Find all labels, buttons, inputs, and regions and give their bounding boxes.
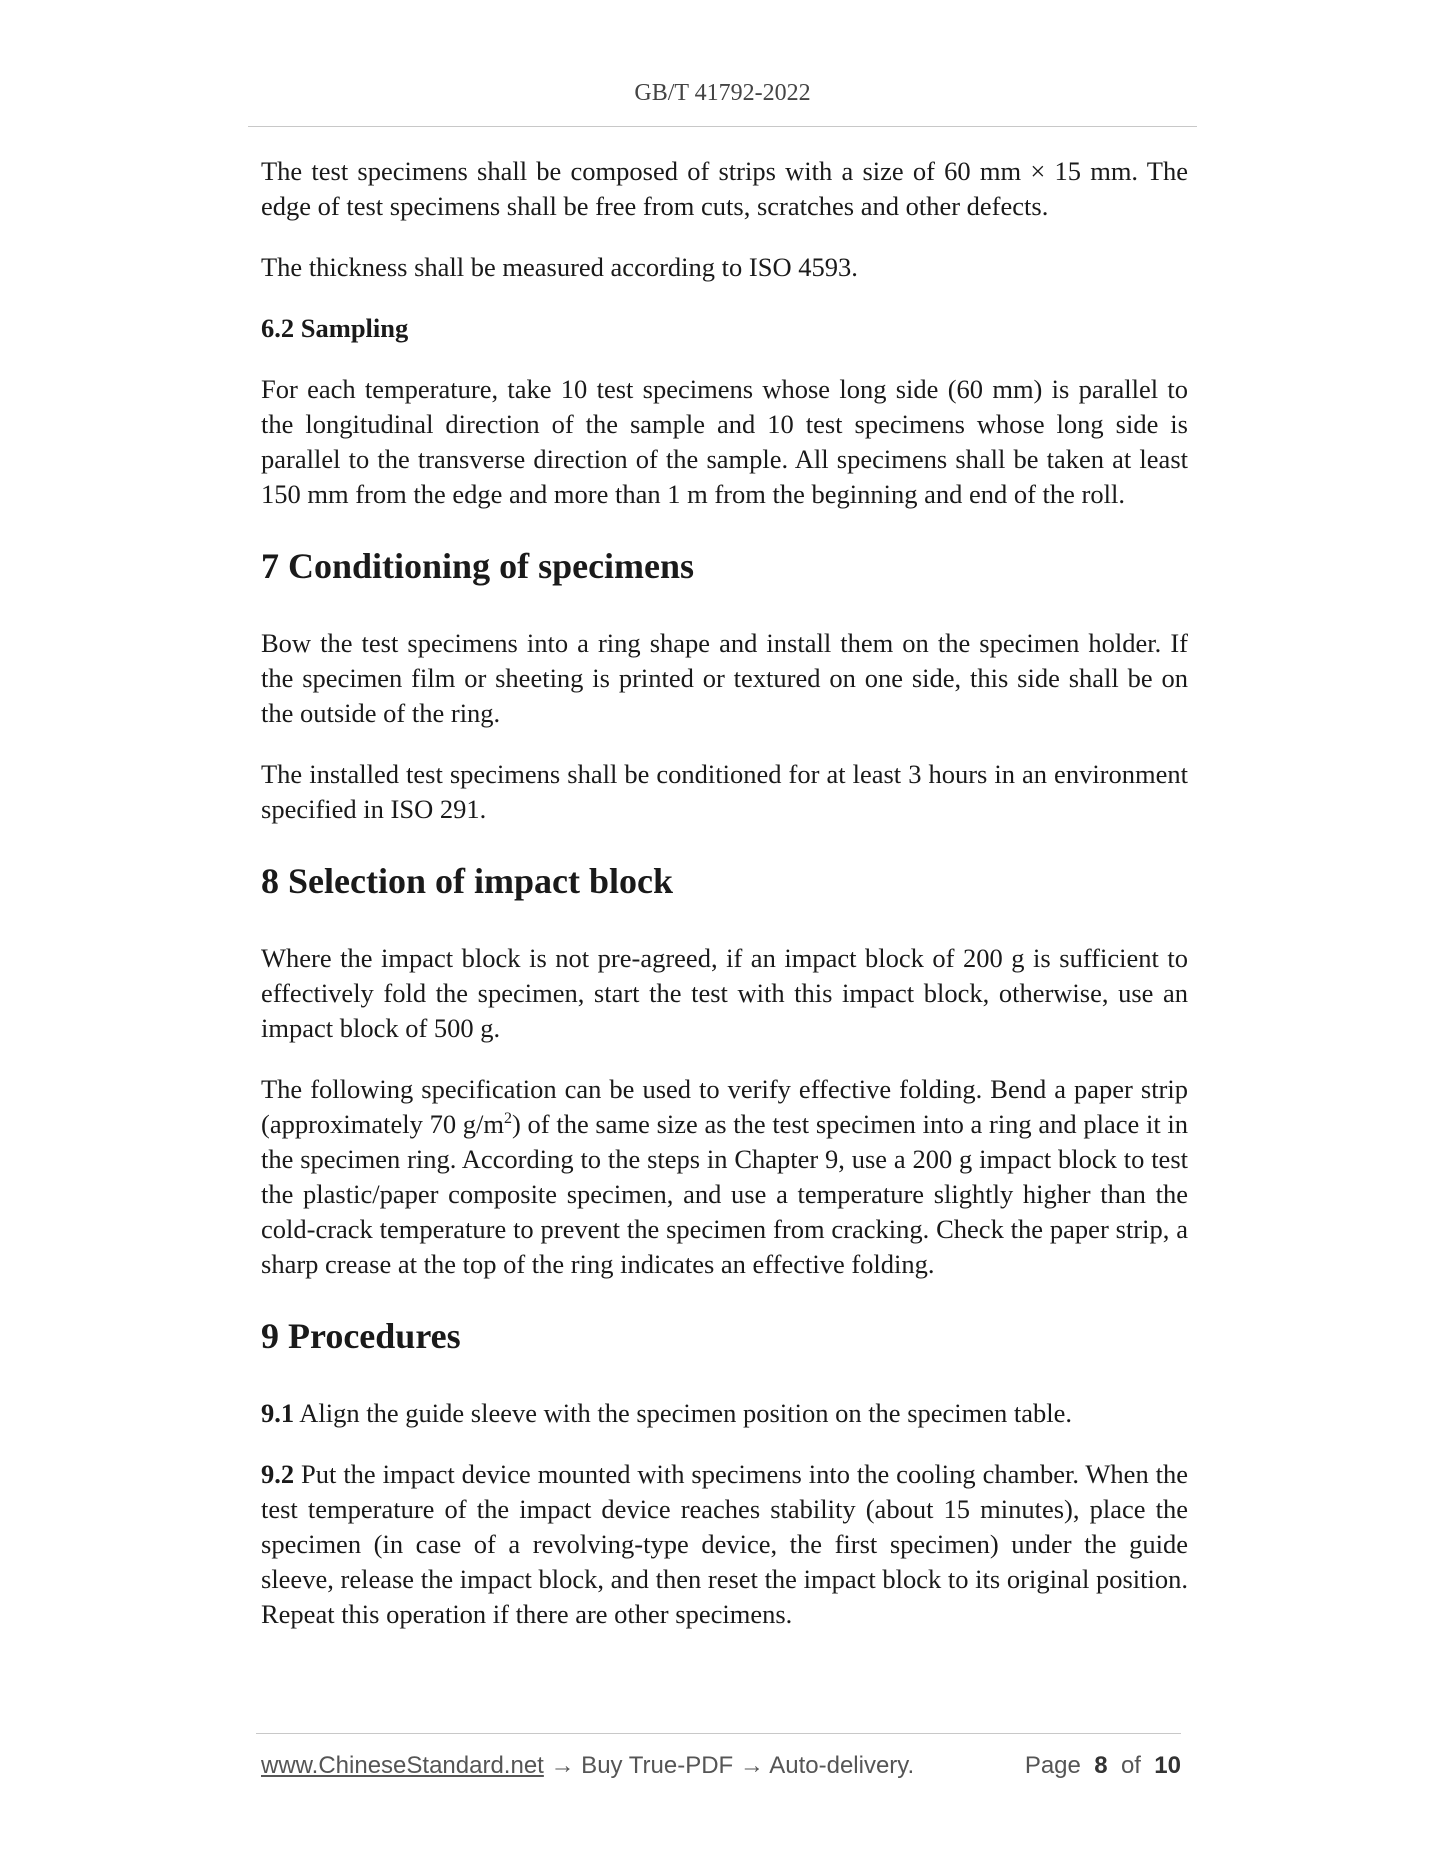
folding-text-before: The following specification can be used to verify effective folding. Bend a paper strip (approximately 70 g/m	[261, 1074, 1188, 1139]
footer-promo	[261, 1752, 914, 1780]
page-header: GB/T 41792-2022	[634, 80, 811, 106]
folding-text-after: ) of the same size as the test specimen into a ring and place it in the specimen ring. According to the steps in Chapter 9, use a 200 g impact block to test the plastic/paper composite specimen, and use a temperature slightly higher than the cold-crack temperature to prevent the specimen from cracking. Check the paper strip, a sharp crease at the top of the ring indicates an effective folding.	[261, 1109, 1188, 1279]
header-divider	[248, 126, 1197, 127]
clause-9-1-number: 9.1	[261, 1398, 295, 1428]
page-footer	[261, 1752, 1181, 1784]
clause-9-1-text: Align the guide sleeve with the specimen position on the specimen table.	[294, 1398, 1073, 1428]
footer-promo-text: → Buy True-PDF → Auto-delivery.	[543, 1752, 915, 1779]
page-word: Page	[1024, 1752, 1081, 1779]
heading-9-procedures: 9 Procedures	[261, 1316, 461, 1356]
paragraph-sampling: For each temperature, take 10 test specimens whose long side (60 mm) is parallel to the longitudinal direction of the sample and 10 test specimens whose long side is parallel to the transverse direction of the sample. All specimens shall be taken at least 150 mm from the edge and more than 1 m from the beginning and end of the roll.	[261, 374, 1188, 509]
clause-9-2-number: 9.2	[261, 1459, 295, 1489]
clause-9-1	[261, 1396, 1188, 1431]
paragraph-impact-block-choice: Where the impact block is not pre-agreed, if an impact block of 200 g is sufficient to effectively fold the specimen, start the test with this impact block, otherwise, use an impact block of 500 g.	[261, 943, 1188, 1043]
page-body	[261, 154, 1188, 1658]
paragraph-conditioning-ring: Bow the test specimens into a ring shape and install them on the specimen holder. If the specimen film or sheeting is printed or textured on one side, this side shall be on the outside of the ring.	[261, 628, 1188, 728]
paragraph-thickness: The thickness shall be measured according to ISO 4593.	[261, 252, 858, 282]
paragraph-specimen-size: The test specimens shall be composed of strips with a size of 60 mm × 15 mm. The edge of test specimens shall be free from cuts, scratches and other defects.	[261, 156, 1188, 221]
heading-7-conditioning: 7 Conditioning of specimens	[261, 546, 695, 586]
clause-9-2-text: Put the impact device mounted with specimens into the cooling chamber. When the test temperature of the impact device reaches stability (about 15 minutes), place the specimen (in case of a revolving-type device, the first specimen) under the guide sleeve, release the impact block, and then reset the impact block to its original position. Repeat this operation if there are other specimens.	[261, 1459, 1188, 1629]
clause-9-2	[261, 1457, 1188, 1632]
current-page: 8	[1094, 1752, 1108, 1779]
page-number	[1025, 1752, 1181, 1780]
paragraph-effective-folding	[261, 1072, 1188, 1282]
of-word: of	[1120, 1752, 1141, 1779]
heading-8-impact-block: 8 Selection of impact block	[261, 861, 673, 901]
total-pages: 10	[1154, 1752, 1181, 1779]
paragraph-conditioning-time: The installed test specimens shall be conditioned for at least 3 hours in an environment specified in ISO 291.	[261, 759, 1188, 824]
heading-6-2-sampling: 6.2 Sampling	[261, 313, 409, 343]
footer-divider	[256, 1733, 1181, 1734]
chinesestandard-link[interactable]: www.ChineseStandard.net	[261, 1752, 544, 1779]
superscript-2: 2	[504, 1110, 513, 1128]
